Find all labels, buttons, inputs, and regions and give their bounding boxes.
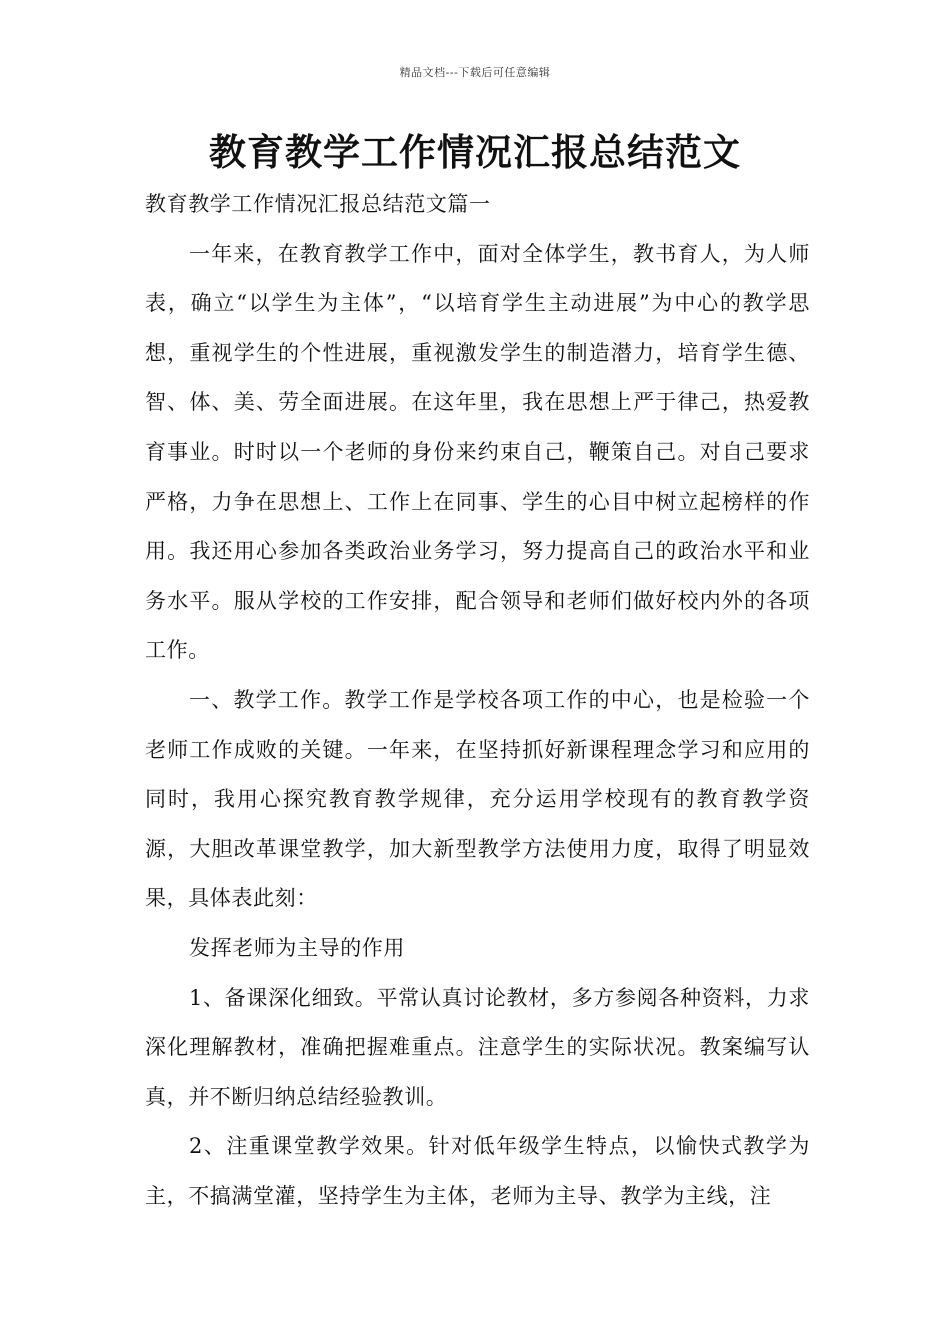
header-note: 精品文档---下载后可任意编辑 xyxy=(399,66,551,79)
paragraph: 2、注重课堂教学效果。针对低年级学生特点，以愉快式教学为主，不搞满堂灌，坚持学生为主体，老师为主导、教学为主线，注 xyxy=(145,1134,810,1208)
paragraph: 一年来，在教育教学工作中，面对全体学生，教书育人，为人师表，确立“以学生为主体”，“以培育学生主动进展”为中心的教学思想，重视学生的个性进展，重视激发学生的制造潜力，培育学生德、智、体、美、劳全面进展。在这年里，我在思想上严于律己，热爱教育事业。时时以一个老师的身份来约束自己，鞭策自己。对自己要求严格，力争在思想上、工作上在同事、学生的心目中树立起榜样的作用。我还用心参加各类政治业务学习，努力提高自己的政治水平和业务水平。服从学校的工作安排，配合领导和老师们做好校内外的各项工作。 xyxy=(145,241,810,663)
document-body xyxy=(145,180,810,1221)
document-title: 教育教学工作情况汇报总结范文 xyxy=(209,131,741,174)
paragraph: 1、备课深化细致。平常认真讨论教材，多方参阅各种资料，力求深化理解教材，准确把握难重点。注意学生的实际状况。教案编写认真，并不断归纳总结经验教训。 xyxy=(145,985,810,1109)
section-subtitle: 教育教学工作情况汇报总结范文篇一 xyxy=(145,192,491,216)
paragraph-heading: 发挥老师为主导的作用 xyxy=(189,935,405,960)
paragraph: 一、教学工作。教学工作是学校各项工作的中心，也是检验一个老师工作成败的关键。一年来，在坚持抓好新课程理念学习和应用的同时，我用心探究教育教学规律，充分运用学校现有的教育教学资源，大胆改革课堂教学，加大新型教学方法使用力度，取得了明显效果，具体表此刻： xyxy=(145,687,810,911)
